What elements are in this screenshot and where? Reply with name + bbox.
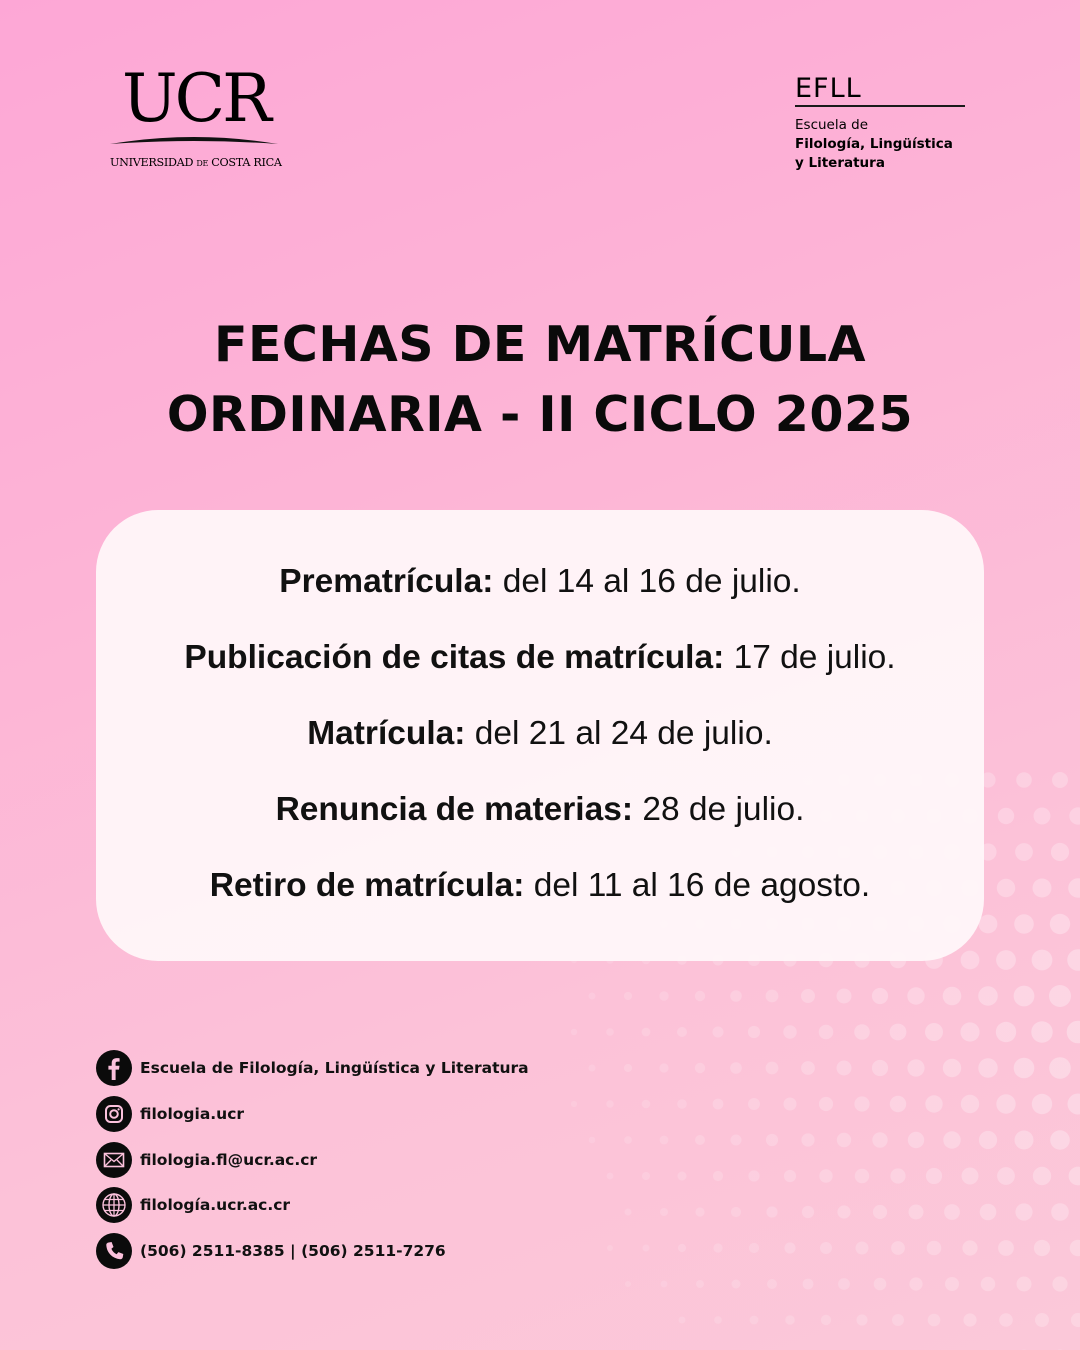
decorative-dot xyxy=(854,1096,869,1111)
decorative-dot xyxy=(713,1099,724,1110)
decorative-dot xyxy=(767,1279,777,1289)
decorative-dot xyxy=(624,992,632,1000)
phone-icon xyxy=(96,1233,132,1269)
decorative-dot xyxy=(713,1243,722,1252)
decorative-dot xyxy=(998,1240,1014,1256)
decorative-dot xyxy=(766,1206,777,1217)
decorative-dot xyxy=(960,1022,979,1041)
schedule-value: 28 de julio. xyxy=(633,791,805,828)
decorative-dot xyxy=(1015,1131,1034,1150)
facebook-icon xyxy=(96,1050,132,1086)
contact-email[interactable] xyxy=(96,1142,576,1178)
decorative-dot xyxy=(750,1316,759,1325)
contact-text: Escuela de Filología, Lingüística y Literatura xyxy=(140,1059,529,1077)
decorative-dot xyxy=(695,991,705,1001)
decorative-dot xyxy=(1031,1021,1052,1042)
decorative-dot xyxy=(1034,1240,1050,1256)
decorative-dot xyxy=(677,1099,687,1109)
decorative-dot xyxy=(714,1316,722,1324)
decorative-dot xyxy=(696,1280,704,1288)
schedule-label: Retiro de matrícula: xyxy=(209,867,525,904)
decorative-dot xyxy=(819,1097,833,1111)
contact-phone[interactable] xyxy=(96,1233,576,1269)
decorative-dot xyxy=(1032,1094,1052,1114)
decorative-dot xyxy=(659,991,668,1000)
contact-website[interactable] xyxy=(96,1187,576,1223)
decorative-dot xyxy=(1068,878,1080,898)
decorative-dot xyxy=(1069,807,1080,824)
title-line2: ORDINARIA - II CICLO 2025 xyxy=(166,386,914,443)
decorative-dot xyxy=(838,1278,850,1290)
decorative-dot xyxy=(961,1095,979,1113)
decorative-dot xyxy=(713,1027,724,1038)
decorative-dot xyxy=(907,987,924,1004)
decorative-dot xyxy=(997,1167,1015,1185)
decorative-dot xyxy=(943,987,962,1006)
decorative-dot xyxy=(892,1314,904,1326)
decorative-dot xyxy=(589,993,596,1000)
decorative-dot xyxy=(766,1134,778,1146)
decorative-dot xyxy=(819,1169,832,1182)
decorative-dot xyxy=(660,1208,668,1216)
decorative-dot xyxy=(730,990,742,1002)
contact-text: (506) 2511-8385 | (506) 2511-7276 xyxy=(140,1242,446,1260)
decorative-dot xyxy=(996,1094,1015,1113)
decorative-dot xyxy=(642,1100,651,1109)
decorative-dot xyxy=(1051,843,1069,861)
decorative-dot xyxy=(872,1060,888,1076)
title-line1: FECHAS DE MATRÍCULA xyxy=(213,316,867,373)
decorative-dot xyxy=(856,1242,869,1255)
decorative-dot xyxy=(732,1280,741,1289)
decorative-dot xyxy=(856,1314,867,1325)
schedule-label: Matrícula: xyxy=(307,715,466,752)
decorative-dot xyxy=(607,1173,614,1180)
decorative-dot xyxy=(713,1171,723,1181)
decorative-dot xyxy=(1015,843,1033,861)
decorative-dot xyxy=(925,1095,942,1112)
decorative-dot xyxy=(1067,1021,1080,1044)
decorative-dot xyxy=(872,1132,887,1147)
efll-name-line3: y Literatura xyxy=(795,155,885,171)
decorative-dot xyxy=(821,1315,831,1325)
decorative-dot xyxy=(981,1277,996,1292)
decorative-dot xyxy=(784,1242,795,1253)
decorative-dot xyxy=(963,1313,976,1326)
decorative-dot xyxy=(643,1245,650,1252)
decorative-dot xyxy=(695,1063,705,1073)
decorative-dot xyxy=(996,1022,1016,1042)
decorative-dot xyxy=(837,1061,852,1076)
efll-logo xyxy=(795,75,967,173)
decorative-dot xyxy=(642,1172,650,1180)
decorative-dot xyxy=(872,988,888,1004)
schedule-value: 17 de julio. xyxy=(724,639,896,676)
email-icon xyxy=(96,1142,132,1178)
decorative-dot xyxy=(944,1204,960,1220)
decorative-dot xyxy=(803,1279,814,1290)
decorative-dot xyxy=(624,1064,632,1072)
decorative-dot xyxy=(962,1240,977,1255)
decorative-dot xyxy=(890,1168,905,1183)
decorative-dot xyxy=(801,1133,814,1146)
decorative-dot xyxy=(837,989,852,1004)
schedule-label: Publicación de citas de matrícula: xyxy=(184,639,725,676)
decorative-dot xyxy=(943,1059,961,1077)
decorative-dot xyxy=(837,1205,850,1218)
ucr-logo xyxy=(108,60,282,174)
decorative-dot xyxy=(659,1063,668,1072)
page-title xyxy=(0,310,1080,450)
decorative-dot xyxy=(1050,914,1070,934)
decorative-dot xyxy=(606,1100,613,1107)
decorative-dot xyxy=(766,1062,779,1075)
efll-name-line2: Filología, Lingüística xyxy=(795,136,953,152)
decorative-dot xyxy=(695,1135,705,1145)
schedule-item xyxy=(96,714,984,754)
decorative-dot xyxy=(678,1244,686,1252)
schedule-item xyxy=(96,638,984,678)
decorative-dot xyxy=(996,950,1016,970)
decorative-dot xyxy=(907,1059,924,1076)
decorative-dot xyxy=(801,989,815,1003)
decorative-dot xyxy=(1070,1240,1080,1257)
decorative-dot xyxy=(661,1281,668,1288)
schedule-label: Prematrícula: xyxy=(279,563,494,600)
decorative-dot xyxy=(1068,1094,1080,1115)
instagram-icon xyxy=(96,1096,132,1132)
contact-text: filología.ucr.ac.cr xyxy=(140,1196,291,1214)
ucr-logo-mark: UCR xyxy=(122,60,269,137)
decorative-dot xyxy=(855,1169,869,1183)
decorative-dot xyxy=(802,1206,814,1218)
decorative-dot xyxy=(660,1136,669,1145)
decorative-dot xyxy=(926,1168,942,1184)
decorative-dot xyxy=(1051,1203,1069,1221)
decorative-dot xyxy=(589,1137,596,1144)
decorative-dot xyxy=(1049,1057,1071,1079)
decorative-dot xyxy=(945,1277,959,1291)
decorative-dot xyxy=(962,1168,979,1185)
decorative-dot xyxy=(801,1061,815,1075)
decorative-dot xyxy=(998,808,1014,824)
decorative-dot xyxy=(1050,1130,1070,1150)
decorative-dot xyxy=(748,1098,760,1110)
contact-text: filologia.ucr xyxy=(140,1105,245,1123)
decorative-dot xyxy=(890,1024,907,1041)
decorative-dot xyxy=(589,1065,596,1072)
decorative-dot xyxy=(925,1023,943,1041)
decorative-dot xyxy=(748,1026,760,1038)
decorative-dot xyxy=(642,1028,651,1037)
decorative-dot xyxy=(961,951,980,970)
decorative-dot xyxy=(1033,1167,1051,1185)
decorative-dot xyxy=(625,1209,632,1216)
decorative-dot xyxy=(606,1028,614,1036)
decorative-dot xyxy=(625,1281,631,1287)
efll-divider xyxy=(795,105,965,107)
decorative-dot xyxy=(695,1207,704,1216)
decorative-dot xyxy=(571,1029,577,1035)
decorative-dot xyxy=(766,990,779,1003)
decorative-dot xyxy=(854,1024,870,1040)
ucr-logo-subtitle: UNIVERSIDAD DE COSTA RICA xyxy=(110,156,282,169)
decorative-dot xyxy=(837,1133,851,1147)
schedule-card xyxy=(96,510,984,961)
ucr-logo-swoosh xyxy=(108,132,280,152)
contact-facebook[interactable] xyxy=(96,1050,576,1086)
decorative-dot xyxy=(890,1096,906,1112)
decorative-dot xyxy=(979,1131,997,1149)
decorative-dot xyxy=(1016,772,1032,788)
decorative-dot xyxy=(1033,879,1052,898)
decorative-dot xyxy=(1017,1277,1032,1292)
decorative-dot xyxy=(927,1241,942,1256)
schedule-value: del 14 al 16 de julio. xyxy=(493,563,801,600)
decorative-dot xyxy=(980,1204,997,1221)
schedule-item xyxy=(96,866,984,906)
decorative-dot xyxy=(678,1172,687,1181)
decorative-dot xyxy=(873,1205,887,1219)
contact-text: filologia.fl@ucr.ac.cr xyxy=(140,1151,318,1169)
decorative-dot xyxy=(1032,950,1053,971)
decorative-dot xyxy=(679,1317,686,1324)
efll-acronym: EFLL xyxy=(795,73,862,104)
decorative-dot xyxy=(819,1025,834,1040)
decorative-dot xyxy=(1049,985,1071,1007)
decorative-dot xyxy=(1071,1313,1080,1327)
schedule-value: del 21 al 24 de julio. xyxy=(465,715,773,752)
decorative-dot xyxy=(1069,1167,1080,1186)
decorative-dot xyxy=(943,1131,960,1148)
decorative-dot xyxy=(784,1098,797,1111)
decorative-dot xyxy=(978,1058,997,1077)
decorative-dot xyxy=(785,1315,795,1325)
decorative-dot xyxy=(607,1245,613,1251)
decorative-dot xyxy=(978,986,998,1006)
decorative-dot xyxy=(1014,986,1035,1007)
decorative-dot xyxy=(1052,772,1068,788)
decorative-dot xyxy=(909,1277,922,1290)
decorative-dot xyxy=(624,1136,632,1144)
decorative-dot xyxy=(1035,1313,1049,1327)
decorative-dot xyxy=(909,1205,924,1220)
decorative-dot xyxy=(908,1132,924,1148)
decorative-dot xyxy=(784,1170,796,1182)
decorative-dot xyxy=(820,1242,832,1254)
decorative-dot xyxy=(1014,1058,1035,1079)
contact-instagram[interactable] xyxy=(96,1096,576,1132)
schedule-label: Renuncia de materias: xyxy=(275,791,634,828)
decorative-dot xyxy=(749,1243,759,1253)
globe-icon xyxy=(96,1187,132,1223)
decorative-dot xyxy=(1014,914,1034,934)
decorative-dot xyxy=(677,1027,687,1037)
schedule-item xyxy=(96,562,984,602)
decorative-dot xyxy=(928,1314,941,1327)
decorative-dot xyxy=(748,1170,759,1181)
decorative-dot xyxy=(874,1278,887,1291)
decorative-dot xyxy=(1067,949,1080,971)
schedule-item xyxy=(96,790,984,830)
decorative-dot xyxy=(731,1207,741,1217)
decorative-dot xyxy=(1052,1276,1067,1291)
decorative-dot xyxy=(891,1241,905,1255)
efll-name-line1: Escuela de xyxy=(795,117,869,133)
decorative-dot xyxy=(997,879,1015,897)
schedule-value: del 11 al 16 de agosto. xyxy=(524,867,871,904)
decorative-dot xyxy=(1034,808,1051,825)
decorative-dot xyxy=(731,1135,742,1146)
decorative-dot xyxy=(1015,1203,1032,1220)
decorative-dot xyxy=(783,1025,796,1038)
decorative-dot xyxy=(979,915,998,934)
decorative-dot xyxy=(999,1313,1013,1327)
decorative-dot xyxy=(730,1062,742,1074)
